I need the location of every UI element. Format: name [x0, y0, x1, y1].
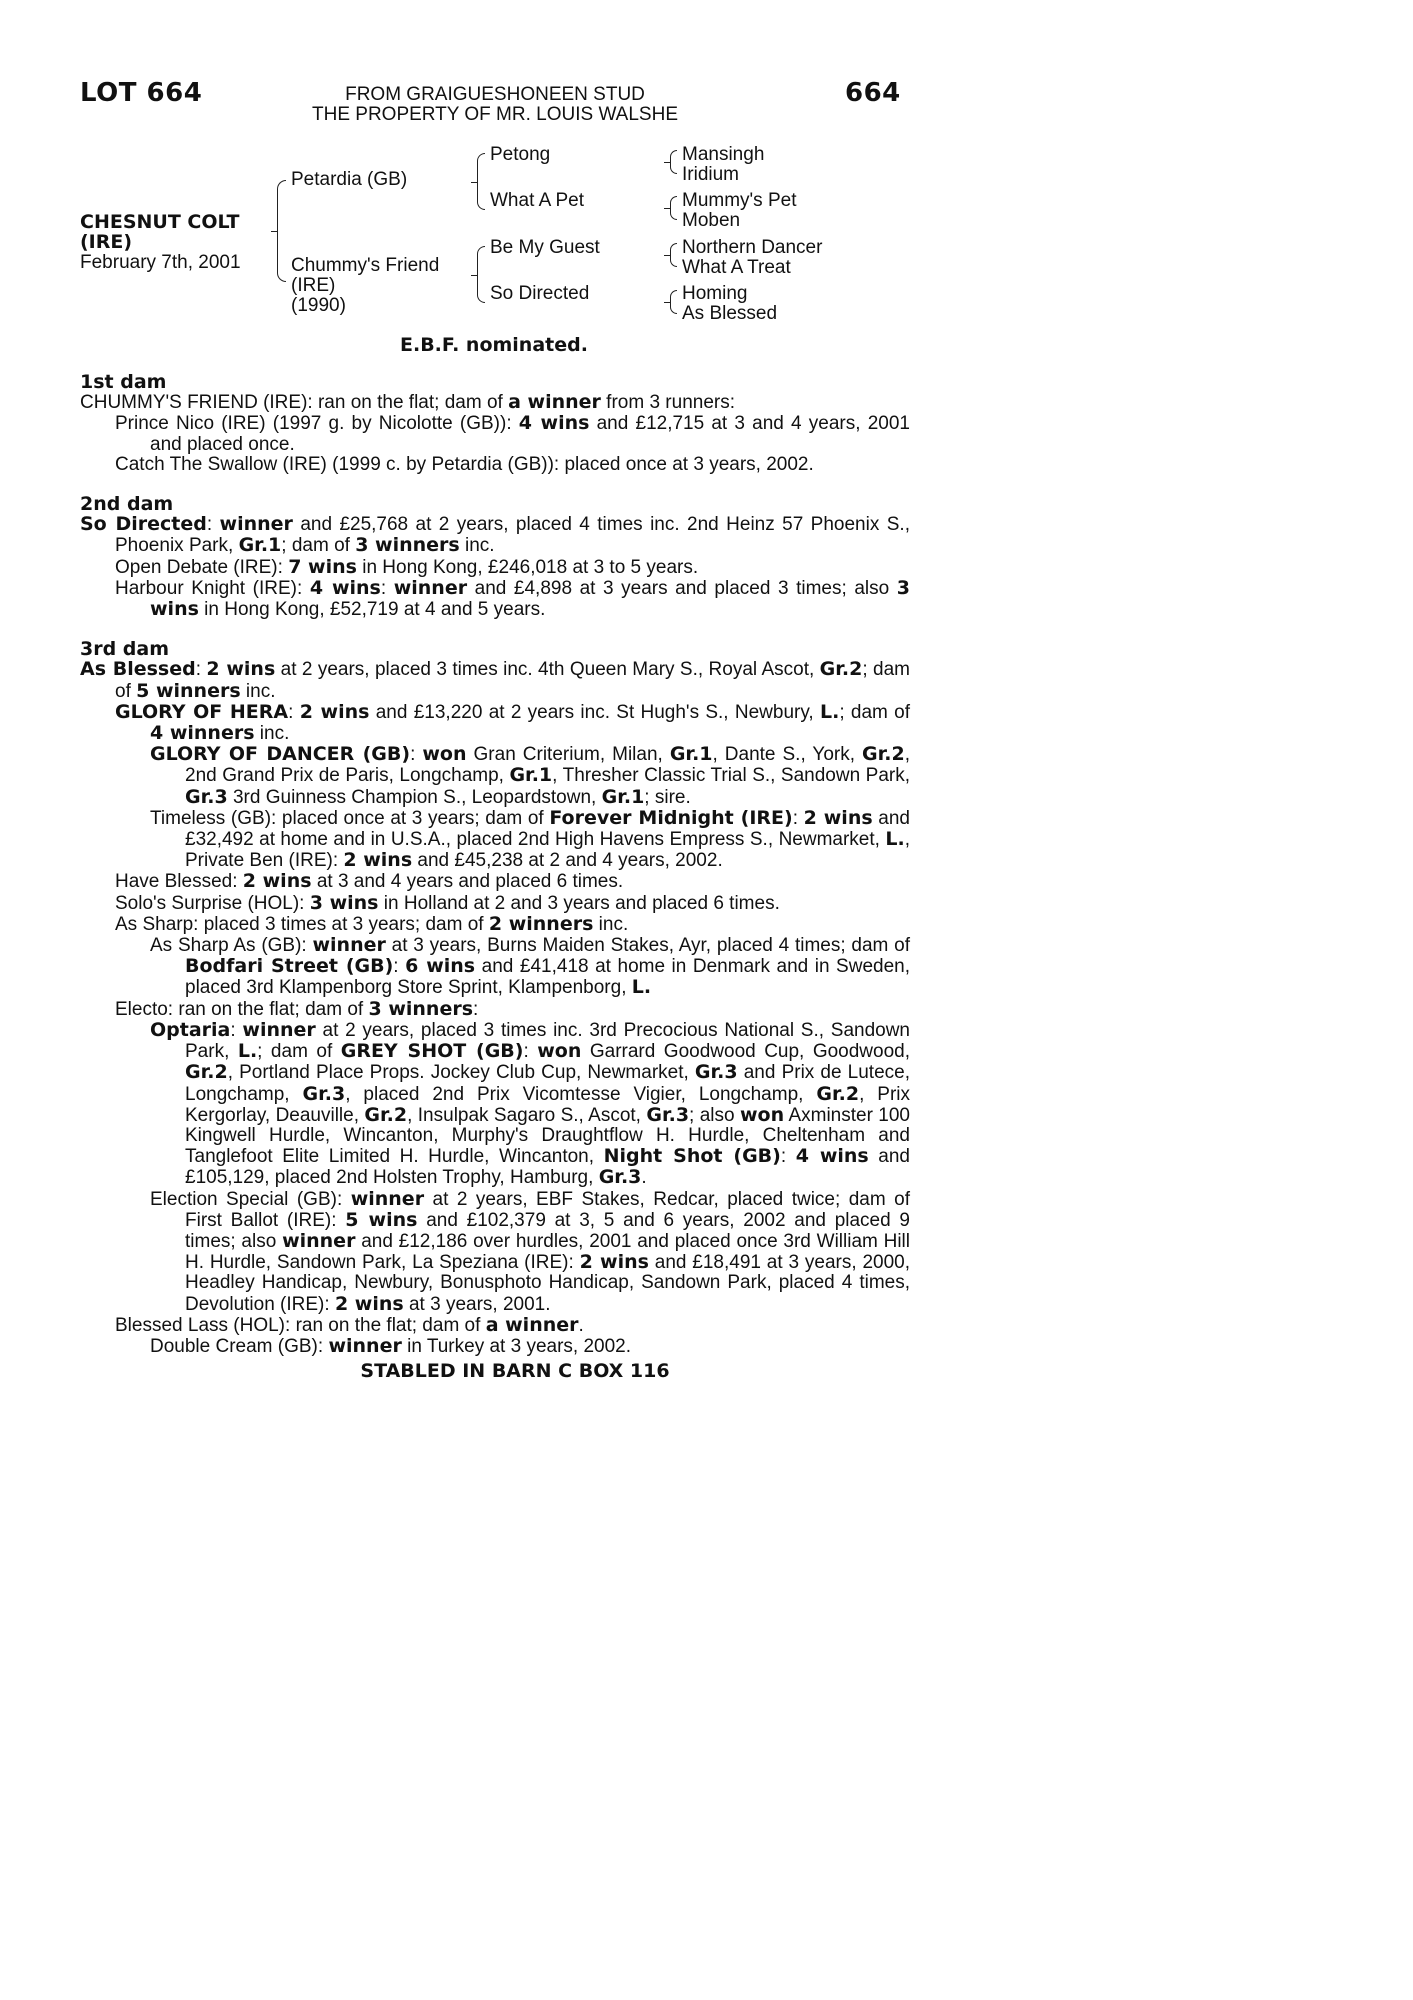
gen4-8: As Blessed	[682, 303, 778, 324]
bracket-g4a	[670, 150, 677, 174]
produce-entry: Timeless (GB): placed once at 3 years; dam of Forever Midnight (IRE): 2 wins and £32,492 at home and in U.S.A., placed 2nd High Havens Empress S., Newmarket, L., Private Ben (IRE): 2 wins and £45,238 at 2 and 4 years, 2002.	[150, 806, 910, 872]
second-dam-record: So Directed: winner and £25,768 at 2 years, placed 4 times inc. 2nd Heinz 57 Phoenix S., Phoenix Park, Gr.1; dam of 3 winners inc.	[80, 513, 910, 557]
produce-entry: Optaria: winner at 2 years, placed 3 times inc. 3rd Precocious National S., Sandown Park, L.; dam of GREY SHOT (GB): won Garrard Goodwood Cup, Goodwood, Gr.2, Portland Place Props. Jockey Club Cup, Newmarket, Gr.3 and Prix de Lutece, Longchamp, Gr.3, placed 2nd Prix Vicomtesse Vigier, Longchamp, Gr.2, Prix Kergorlay, Deauville, Gr.2, Insulpak Sagaro S., Ascot, Gr.3; also won Axminster 100 Kingwell Hurdle, Wincanton, Murphy's Draughtflow H. Hurdle, Cheltenham and Tanglefoot Elite Limited H. Hurdle, Wincanton, Night Shot (GB): 4 wins and £105,129, placed 2nd Holsten Trophy, Hamburg, Gr.3.	[150, 1018, 911, 1189]
produce-entry: Electo: ran on the flat; dam of 3 winners:	[115, 997, 479, 1020]
horse-name-line1: CHESNUT COLT	[80, 211, 240, 233]
produce-entry: As Sharp As (GB): winner at 3 years, Burns Maiden Stakes, Ayr, placed 4 times; dam of Bodfari Street (GB): 6 wins and £41,418 at home in Denmark and in Sweden, placed 3rd Klampenborg Store Sprint, Klampenborg, L.	[150, 934, 910, 999]
produce-entry: GLORY OF HERA: 2 wins and £13,220 at 2 years inc. St Hugh's S., Newbury, L.; dam of 4 winners inc.	[115, 700, 910, 745]
ebf-nomination: E.B.F. nominated.	[400, 334, 588, 356]
dam-sire: Be My Guest	[490, 237, 600, 258]
produce-entry: As Sharp: placed 3 times at 3 years; dam of 2 winners inc.	[115, 912, 629, 935]
vendor-block	[215, 85, 775, 125]
dam-name: Chummy's Friend	[291, 255, 440, 276]
produce-entry: Have Blessed: 2 wins at 3 and 4 years and placed 6 times.	[115, 870, 624, 893]
from-line: FROM GRAIGUESHONEEN STUD	[345, 84, 645, 105]
gen4-6: What A Treat	[682, 257, 791, 278]
gen4-1: Mansingh	[682, 144, 765, 165]
produce-entry: Election Special (GB): winner at 2 years, EBF Stakes, Redcar, placed twice; dam of First Ballot (IRE): 5 wins and £102,379 at 3, 5 and 6 years, 2002 and placed 9 times; also winner and £12,186 over hurdles, 2001 and placed once 3rd William Hill H. Hurdle, Sandown Park, La Speziana (IRE): 2 wins and £18,491 at 3 years, 2000, Headley Handicap, Newbury, Bonusphoto Handicap, Sandown Park, placed 4 times, Devolution (IRE): 2 wins at 3 years, 2001.	[150, 1187, 910, 1315]
section-heading-2nd-dam: 2nd dam	[80, 493, 174, 516]
gen4-7: Homing	[682, 283, 748, 304]
bracket-g4b	[670, 196, 677, 220]
produce-entry: Solo's Surprise (HOL): 3 wins in Holland at 2 and 3 years and placed 6 times.	[115, 891, 780, 914]
produce-record	[80, 372, 910, 1381]
bracket-g4d	[670, 290, 677, 314]
bracket-sire	[477, 153, 485, 210]
sire-sire: Petong	[490, 144, 551, 165]
section-heading-3rd-dam: 3rd dam	[80, 638, 170, 661]
stabling-note: STABLED IN BARN C BOX 116	[360, 1360, 670, 1383]
produce-entry: Catch The Swallow (IRE) (1999 c. by Petardia (GB)): placed once at 3 years, 2002.	[115, 453, 814, 475]
foaling-date: February 7th, 2001	[80, 252, 241, 273]
dam-year: (1990)	[291, 295, 346, 316]
sire-dam: What A Pet	[490, 190, 584, 211]
gen4-3: Mummy's Pet	[682, 190, 797, 211]
bracket-gen1	[277, 180, 286, 282]
bracket-dam	[477, 246, 485, 303]
lot-number: 664	[845, 78, 901, 108]
produce-entry: GLORY OF DANCER (GB): won Gran Criterium, Milan, Gr.1, Dante S., York, Gr.2, 2nd Grand Prix de Paris, Longchamp, Gr.1, Thresher Classic Trial S., Sandown Park, Gr.3 3rd Guinness Champion S., Leopardstown, Gr.1; sire.	[150, 743, 911, 808]
produce-entry: Prince Nico (IRE) (1997 g. by Nicolotte (GB)): 4 wins and £12,715 at 3 and 4 years, 2001 and placed once.	[115, 412, 910, 455]
dam-dam: So Directed	[490, 283, 590, 304]
sire: Petardia (GB)	[291, 169, 408, 190]
property-line: THE PROPERTY OF MR. LOUIS WALSHE	[312, 104, 678, 125]
gen4-4: Moben	[682, 210, 741, 231]
horse-name-line2: (IRE)	[80, 231, 133, 253]
produce-entry: Blessed Lass (HOL): ran on the flat; dam of a winner.	[115, 1313, 584, 1336]
dam-record: CHUMMY'S FRIEND (IRE): ran on the flat; dam of a winner from 3 runners:	[80, 391, 735, 414]
produce-entry: Harbour Knight (IRE): 4 wins: winner and £4,898 at 3 years and placed 3 times; also 3 wins in Hong Kong, £52,719 at 4 and 5 years.	[115, 576, 910, 621]
horse-name	[80, 212, 239, 252]
third-dam-record: As Blessed: 2 wins at 2 years, placed 3 times inc. 4th Queen Mary S., Royal Ascot, Gr.2; dam of 5 winners inc.	[80, 658, 910, 702]
lot-label: LOT 664	[80, 78, 203, 108]
dam	[291, 256, 439, 316]
produce-entry: Open Debate (IRE): 7 wins in Hong Kong, £246,018 at 3 to 5 years.	[115, 555, 699, 578]
gen4-2: Iridium	[682, 164, 740, 185]
bracket-g4c	[670, 243, 677, 267]
section-heading-1st-dam: 1st dam	[80, 371, 167, 393]
gen4-5: Northern Dancer	[682, 237, 823, 258]
produce-entry: Double Cream (GB): winner in Turkey at 3 years, 2002.	[150, 1334, 632, 1357]
dam-country: (IRE)	[291, 275, 336, 296]
